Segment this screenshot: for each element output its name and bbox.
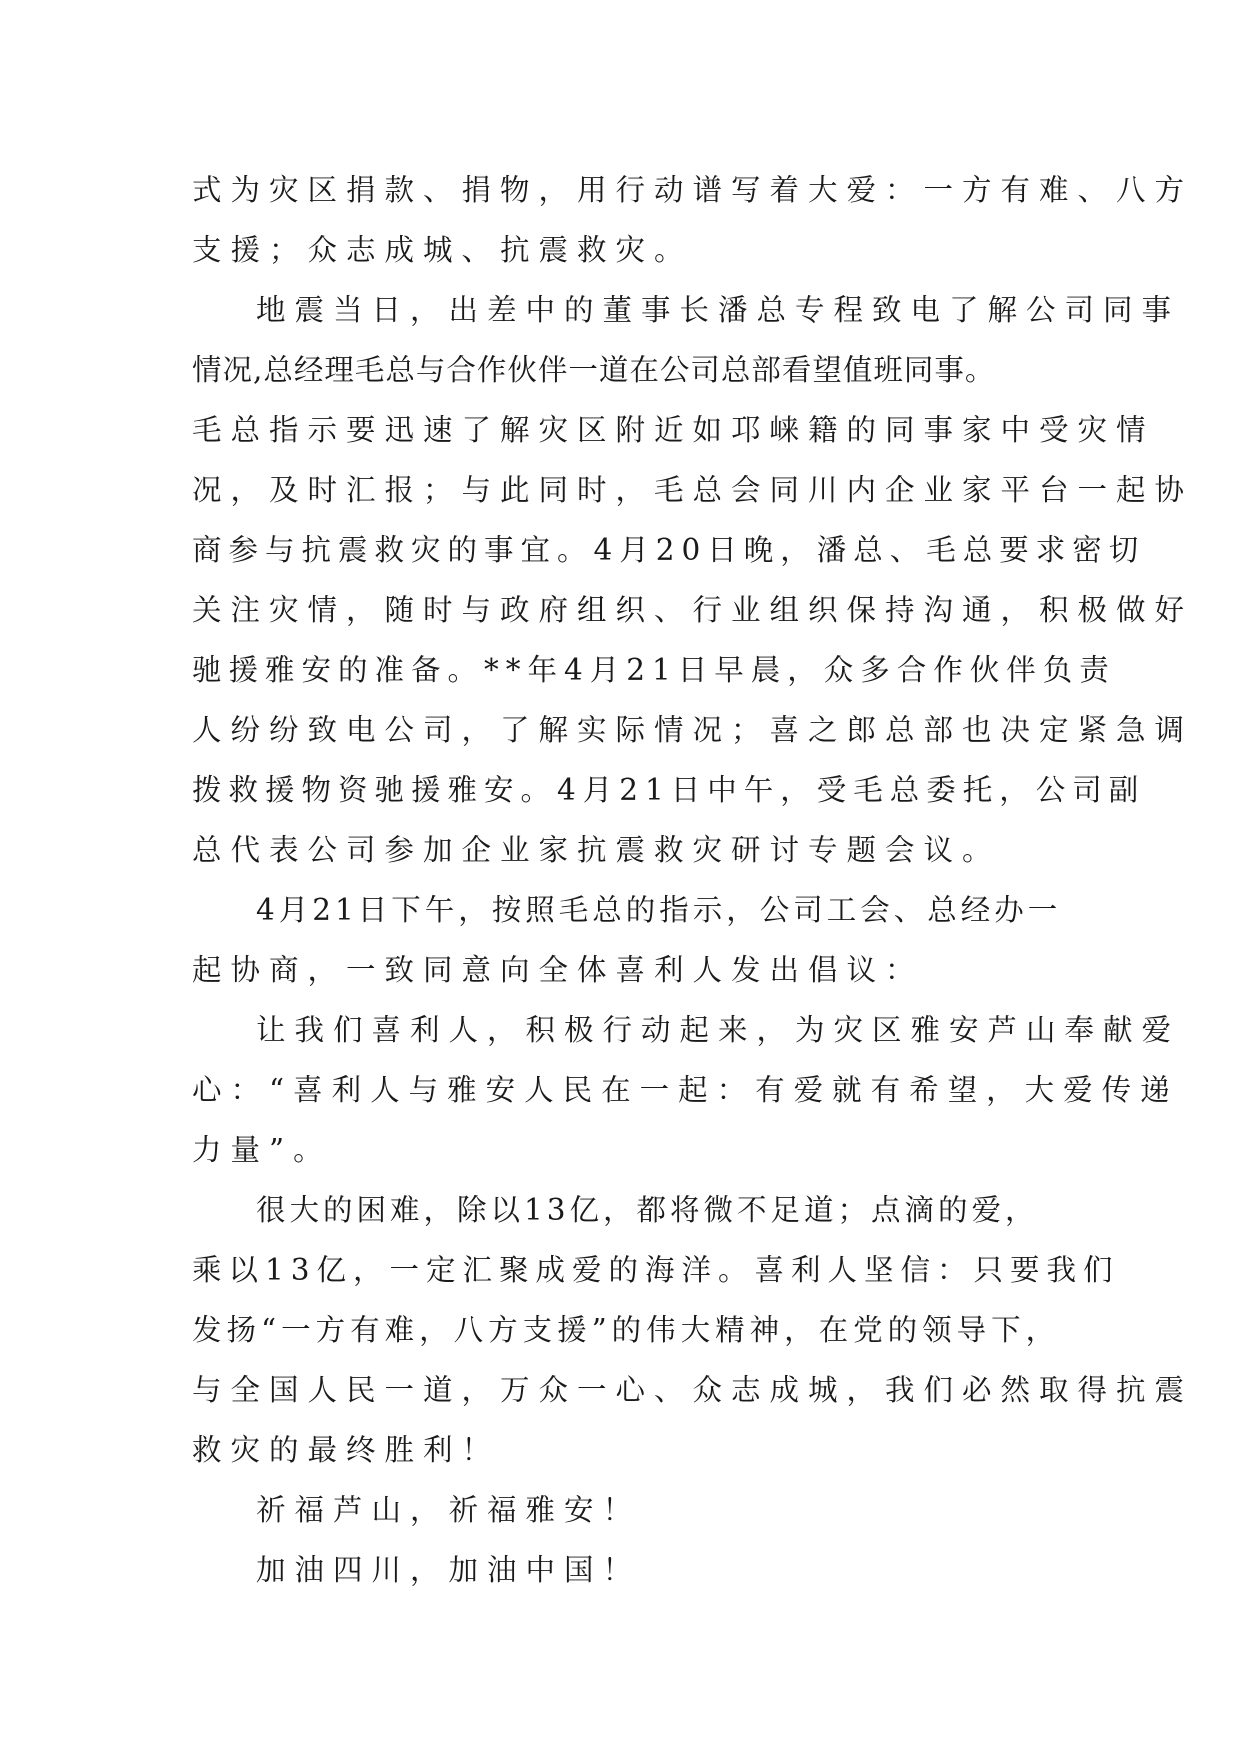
paragraph-start-line: 地震当日，出差中的董事长潘总专程致电了解公司同事 bbox=[256, 293, 1181, 327]
text-line: 救灾的最终胜利！ bbox=[192, 1433, 501, 1467]
text-line: 拨救援物资驰援雅安。4月21日中午，受毛总委托，公司副 bbox=[192, 773, 1146, 807]
text-line: 发扬“一方有难，八方支援”的伟大精神，在党的领导下， bbox=[192, 1313, 1061, 1347]
text-line: 乘以13亿，一定汇聚成爱的海洋。喜利人坚信：只要我们 bbox=[192, 1253, 1120, 1287]
text-line: 式为灾区捐款、捐物，用行动谱写着大爱：一方有难、八方 bbox=[192, 173, 1194, 207]
text-line: 毛总指示要迅速了解灾区附近如邛崃籍的同事家中受灾情 bbox=[192, 413, 1155, 447]
text-line: 情况,总经理毛总与合作伙伴一道在公司总部看望值班同事。 bbox=[192, 353, 996, 387]
text-line: 力量”。 bbox=[192, 1133, 332, 1167]
text-line: 况，及时汇报；与此同时，毛总会同川内企业家平台一起协 bbox=[192, 473, 1194, 507]
text-line: 支援；众志成城、抗震救灾。 bbox=[192, 233, 693, 267]
text-line: 总代表公司参加企业家抗震救灾研讨专题会议。 bbox=[192, 833, 1001, 867]
paragraph-start-line: 很大的困难，除以13亿，都将微不足道；点滴的爱， bbox=[256, 1193, 1039, 1227]
closing-line: 祈福芦山，祈福雅安！ bbox=[256, 1493, 642, 1527]
closing-line: 加油四川，加油中国！ bbox=[256, 1553, 642, 1587]
paragraph-start-line: 4月21日下午，按照毛总的指示，公司工会、总经办一 bbox=[256, 893, 1062, 927]
text-line: 起协商，一致同意向全体喜利人发出倡议： bbox=[192, 953, 924, 987]
text-line: 心：“喜利人与雅安人民在一起：有爱就有希望，大爱传递 bbox=[192, 1073, 1179, 1107]
text-line: 关注灾情，随时与政府组织、行业组织保持沟通，积极做好 bbox=[192, 593, 1194, 627]
text-line: 驰援雅安的准备。**年4月21日早晨，众多合作伙伴负责 bbox=[192, 653, 1116, 687]
document-body bbox=[192, 160, 1194, 1600]
text-line: 人纷纷致电公司，了解实际情况；喜之郎总部也决定紧急调 bbox=[192, 713, 1194, 747]
text-line: 商参与抗震救灾的事宜。4月20日晚，潘总、毛总要求密切 bbox=[192, 533, 1146, 567]
text-line: 与全国人民一道，万众一心、众志成城，我们必然取得抗震 bbox=[192, 1373, 1194, 1407]
paragraph-start-line: 让我们喜利人，积极行动起来，为灾区雅安芦山奉献爱 bbox=[256, 1013, 1181, 1047]
